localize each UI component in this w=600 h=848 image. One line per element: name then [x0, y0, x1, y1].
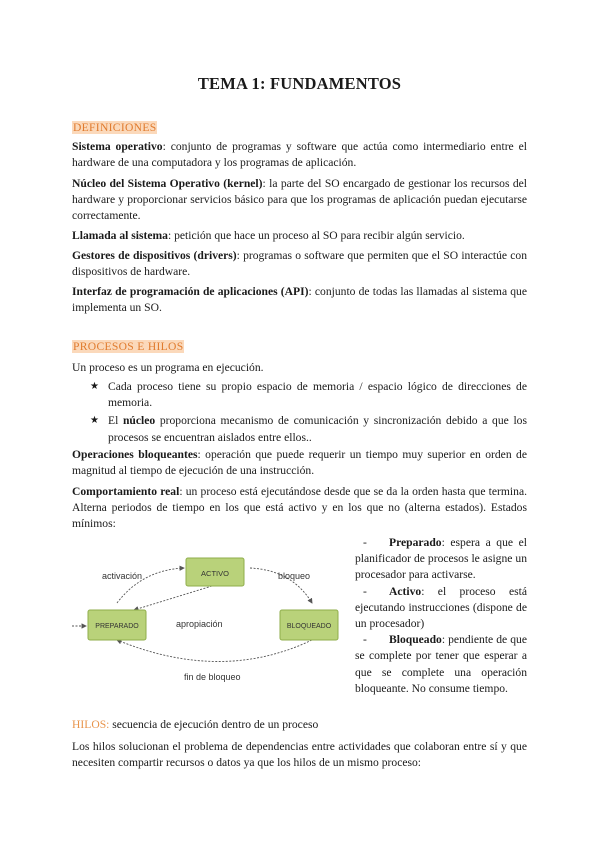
operaciones-bloqueantes — [72, 447, 527, 479]
definition-syscall — [72, 228, 527, 244]
edge-apropiacion-label: apropiación — [176, 619, 223, 629]
page-title: TEMA 1: FUNDAMENTOS — [197, 74, 402, 93]
bullet-text-bold: núcleo — [122, 414, 156, 428]
definition-term: Interfaz de programación de aplicaciones (API) — [72, 285, 309, 298]
procesos-bullets — [72, 379, 527, 446]
list-item — [72, 379, 527, 411]
state-text: : pendiente de que se complete por tener que esperar a que se complete una operación bloqueante. No consume tiempo. — [355, 633, 527, 695]
definition-text: : la parte del SO encargado de gestionar los recursos del hardware y proporcionar servicios básico para que los programas de aplicación puedan ejecutarse correctamente. — [72, 177, 527, 223]
state-term: Activo — [389, 584, 422, 598]
state-term: Preparado — [389, 536, 442, 549]
bullet-text: Cada proceso tiene su propio espacio de memoria / espacio lógico de direcciones de memoria. — [108, 380, 527, 410]
definition-text: : conjunto de todas las llamadas al sistema que implementa un SO. — [72, 285, 527, 315]
node-preparado-label: PREPARADO — [95, 623, 139, 630]
node-activo-label: ACTIVO — [201, 569, 229, 578]
definition-term: Sistema operativo — [72, 140, 163, 153]
definition-term: Operaciones bloqueantes — [72, 448, 198, 461]
bullet-text-pre: El — [108, 414, 123, 428]
definition-term: Llamada al sistema — [72, 229, 168, 242]
star-bullet-icon: ★ — [90, 415, 99, 427]
states-list — [355, 535, 527, 697]
dash-bullet: - — [363, 584, 367, 598]
section-procesos: PROCESOS E HILOS — [73, 340, 184, 353]
dash-bullet: - — [363, 633, 367, 647]
arrow-apropiacion — [134, 586, 212, 610]
definition-so — [72, 139, 527, 171]
state-bloqueado — [355, 632, 527, 697]
edge-fin-bloqueo-label: fin de bloqueo — [184, 672, 241, 682]
definition-drivers — [72, 248, 527, 280]
section-hilos: HILOS: — [72, 718, 110, 731]
definition-term: Gestores de dispositivos (drivers) — [72, 249, 237, 262]
hilos-definition — [72, 717, 527, 733]
definition-api — [72, 284, 527, 316]
definition-text: : petición que hace un proceso al SO para recibir algún servicio. — [167, 229, 465, 242]
edge-bloqueo-label: bloqueo — [278, 571, 311, 581]
state-activo — [355, 584, 527, 633]
section-definiciones: DEFINICIONES — [73, 121, 157, 134]
node-bloqueado-label: BLOQUEADO — [286, 623, 332, 630]
procesos-intro: Un proceso es un programa en ejecución. — [72, 361, 264, 374]
definition-text: : operación que puede requerir un tiempo muy superior en orden de magnitud al tiempo de ejecución de una instrucción. — [72, 448, 527, 478]
arrow-fin-bloqueo — [117, 640, 312, 662]
definition-text: : conjunto de programas y software que actúa como intermediario entre el hardware de una computadora y los programas de aplicación. — [72, 140, 527, 170]
state-text: : espera a que el planificador de procesos le asigne un procesador para activarse. — [355, 536, 527, 582]
definition-term: Comportamiento real — [72, 485, 180, 498]
edge-activacion-label: activación — [102, 571, 143, 581]
state-preparado — [355, 535, 527, 584]
state-text: : el proceso está ejecutando instrucciones (dispone de un procesador) — [355, 584, 527, 631]
comportamiento-real — [72, 484, 527, 533]
definition-text: : un proceso está ejecutándose desde que se da la orden hasta que termina. Alterna periodos de tiempo en los que está activo y en los que no (alterna estados). Estados mínimos: — [72, 485, 527, 531]
bullet-text-post: proporciona mecanismo de comunicación y sincronización debido a que los procesos se encuentran aislados entre ellos.. — [108, 414, 527, 444]
hilos-def-text: secuencia de ejecución dentro de un proceso — [109, 718, 319, 731]
process-state-diagram — [72, 548, 347, 693]
star-bullet-icon: ★ — [90, 381, 99, 392]
list-item — [72, 413, 527, 445]
state-term: Bloqueado — [389, 633, 442, 647]
dash-bullet: - — [363, 536, 367, 549]
hilos-text: Los hilos solucionan el problema de dependencias entre actividades que colaboran entre sí y que necesiten compartir recursos o datos ya que los hilos de un mismo proceso: — [72, 740, 527, 770]
definition-term: Núcleo del Sistema Operativo (kernel) — [72, 177, 263, 190]
definition-kernel — [72, 176, 527, 225]
definition-text: : programas o software que permiten que el SO interactúe con dispositivos de hardware. — [72, 249, 527, 279]
